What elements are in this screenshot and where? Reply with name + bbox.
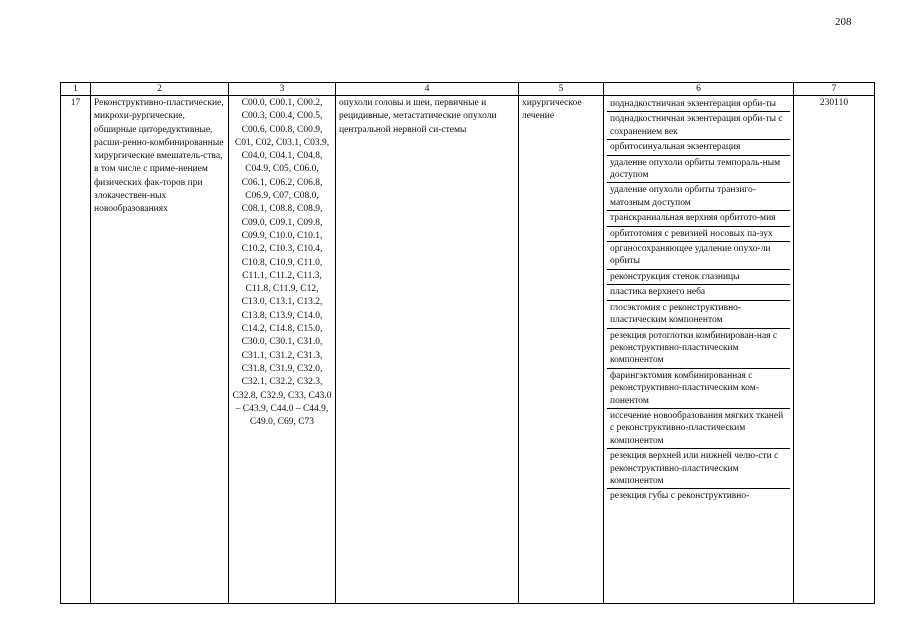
header-cell: 6 [604,83,794,96]
diagnosis: опухоли головы и шеи, первичные и рецидивные, метастатические опухоли центральной нервной си-стемы [336,96,519,604]
header-cell: 5 [519,83,604,96]
method-item: транскраниальная верхняя орбитото-мия [607,211,790,226]
page-number: 208 [835,16,852,28]
method-item: поднадкостничная экзентерация орби-ты [607,97,790,112]
method-item: орбитотомия с ревизией носовых па-зух [607,227,790,242]
method-item: орбитосинуальная экзентерация [607,140,790,155]
method-item: глосэктомия с реконструктивно-пластическим компонентом [607,301,790,329]
methods-list [607,97,790,602]
method-item: органосохраняющее удаление опухо-ли орбиты [607,242,790,270]
method-item: удаление опухоли орбиты транзиго-матозным доступом [607,183,790,211]
table-row [61,96,875,604]
row-number: 17 [61,96,91,604]
header-cell: 2 [91,83,229,96]
header-cell: 3 [229,83,336,96]
medical-services-table [60,82,875,604]
intervention-group: Реконструктивно-пластические, микрохи-рургические, обширные циторедуктивные, расши-ренно-комбинированные хирургические вмешатель-ства, в том числе с приме-нением физических фак-торов при злокачествен-ных новообразованиях [91,96,229,604]
header-cell: 4 [336,83,519,96]
method-item: резекция губы с реконструктивно- [610,491,750,502]
method-item: пластика верхнего неба [607,285,790,300]
header-cell: 1 [61,83,91,96]
treatment-type: хирургическое лечение [519,96,604,604]
method-item: фарингэктомия комбинированная с реконструктивно-пластическим ком-понентом [607,369,790,409]
method-item: поднадкостничная экзентерация орби-ты с сохранением век [607,112,790,140]
method-item: резекция ротоглотки комбинирован-ная с реконструктивно-пластическим компонентом [607,329,790,369]
header-cell: 7 [794,83,875,96]
method-item: удаление опухоли орбиты темпораль-ным доступом [607,156,790,184]
method-item: реконструкция стенок глазницы [607,270,790,285]
header-row [61,83,875,96]
method-item: иссечение новообразования мягких тканей с реконструктивно-пластическим компонентом [607,409,790,449]
icd-codes: C00.0, C00.1, C00.2, C00.3, C00.4, C00.5, C00.6, C00.8, C00.9, C01, C02, C03.1, C03.9, C04.0, C04.1, C04.8, C04.9, C05, C06.0, C06.1, C06.2, C06.8, C06.9, C07, C08.0, C08.1, C08.8, C08.9, C09.0, C09.1, C09.8, C09.9, C10.0, C10.1, C10.2, C10.3, C10.4, C10.8, C10.9, C11.0, C11.1, C11.2, C11.3, C11.8, C11.9, C12, C13.0, C13.1, C13.2, C13.8, C13.9, C14.0, C14.2, C14.8, C15.0, C30.0, C30.1, C31.0, C31.1, C31.2, C31.3, C31.8, C31.9, C32.0, C32.1, C32.2, C32.3, C32.8, C32.9, C33, C43.0 – C43.9, C44.0 – C44.9, C49.0, C69, C73 [229,96,336,604]
treatment-methods [604,96,794,604]
method-item: резекция верхней или нижней челю-сти с реконструктивно-пластическим компонентом [607,449,790,489]
group-code: 230110 [794,96,875,604]
